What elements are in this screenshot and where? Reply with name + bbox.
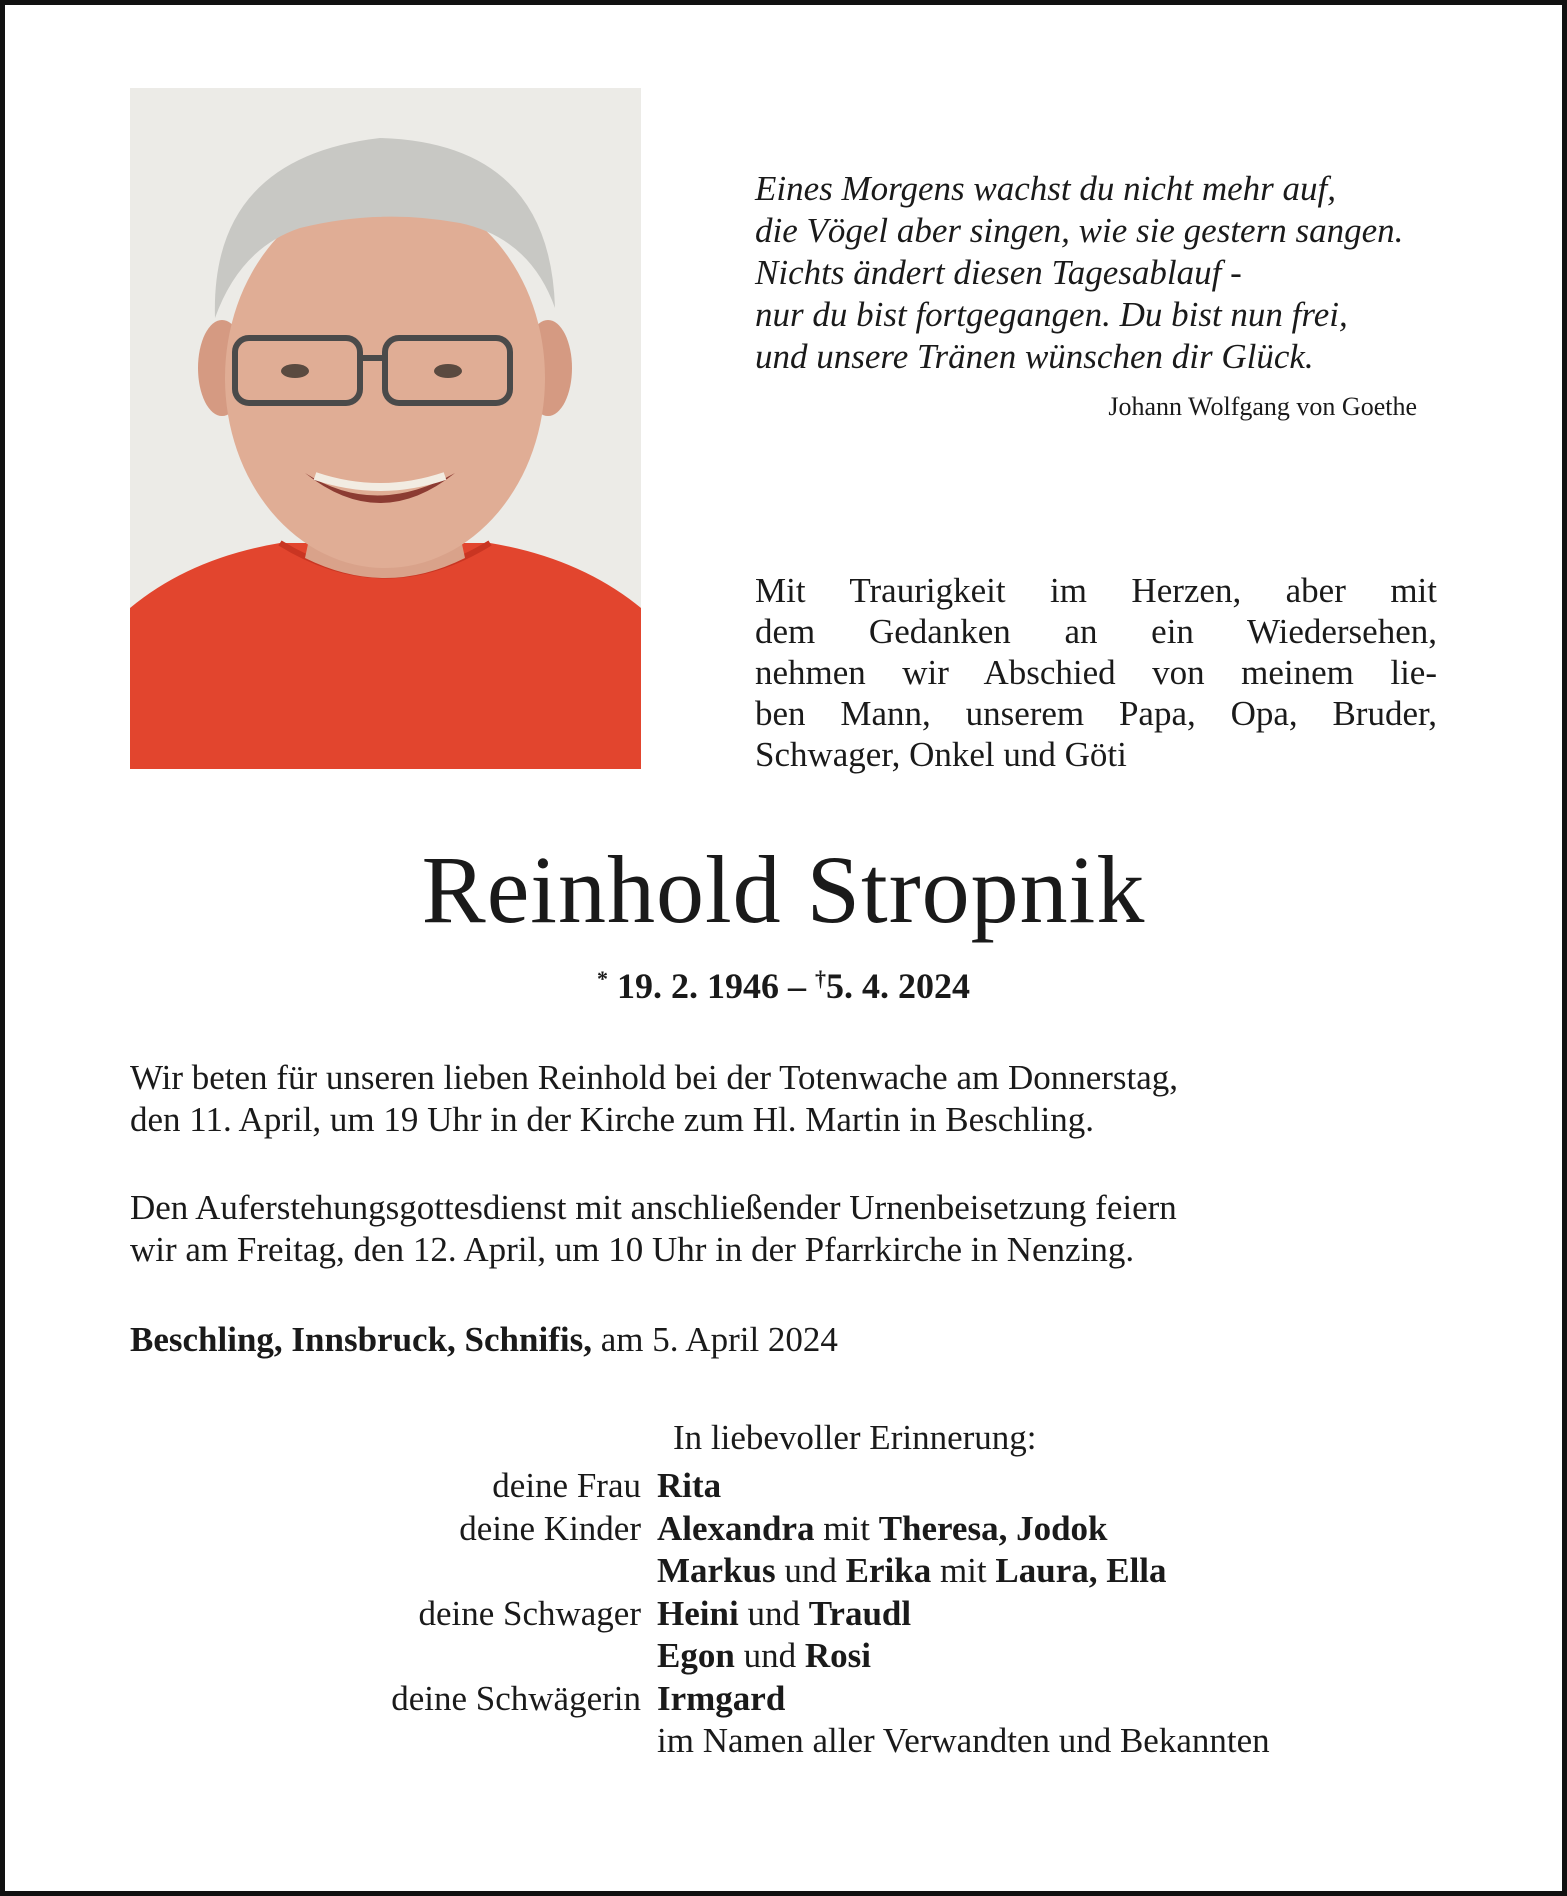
family-name: Erika	[845, 1551, 932, 1590]
connector: mit	[823, 1508, 870, 1548]
connector: und	[743, 1636, 797, 1675]
connector: und	[747, 1593, 800, 1633]
portrait-illustration	[130, 88, 641, 769]
deceased-name: Reinhold Stropnik	[421, 836, 1146, 943]
quote-line: Nichts ändert diesen Tagesablauf -	[755, 253, 1242, 292]
notice-date: am 5. April 2024	[600, 1320, 838, 1359]
family-name: Rita	[657, 1466, 722, 1505]
birth-symbol: *	[597, 966, 608, 991]
family-row	[300, 1550, 1480, 1593]
family-row	[300, 1678, 1480, 1721]
family-name: Theresa, Jodok	[878, 1508, 1108, 1548]
relation-label: deine Schwager	[418, 1593, 641, 1633]
family-name: Heini	[657, 1593, 739, 1633]
family-list	[300, 1465, 1480, 1763]
family-row	[300, 1593, 1480, 1636]
relation-label: deine Schwägerin	[391, 1678, 641, 1718]
wake-paragraph	[130, 1057, 1440, 1141]
family-row	[300, 1465, 1480, 1508]
family-name: Rosi	[804, 1636, 871, 1675]
family-name: Alexandra	[657, 1508, 815, 1548]
family-name: Markus	[657, 1551, 776, 1590]
funeral-line: Den Auferstehungsgottesdienst mit anschließender Urnenbeisetzung feiern	[130, 1188, 1177, 1227]
quote-author: Johann Wolfgang von Goethe	[1108, 392, 1417, 421]
death-date: 5. 4. 2024	[826, 966, 970, 1006]
quote-line: die Vögel aber singen, wie sie gestern sangen.	[755, 211, 1404, 250]
family-row	[300, 1720, 1480, 1763]
memory-heading: In liebevoller Erinnerung:	[673, 1418, 1037, 1457]
wake-line: den 11. April, um 19 Uhr in der Kirche zum Hl. Martin in Beschling.	[130, 1100, 1094, 1139]
funeral-line: wir am Freitag, den 12. April, um 10 Uhr in der Pfarrkirche in Nenzing.	[130, 1230, 1135, 1269]
family-name: Laura, Ella	[995, 1551, 1167, 1590]
place-towns: Beschling, Innsbruck, Schnifis,	[130, 1320, 592, 1359]
funeral-paragraph	[130, 1187, 1440, 1271]
birth-date: 19. 2. 1946	[617, 966, 779, 1006]
relation-label: deine Kinder	[459, 1508, 641, 1548]
life-dates	[0, 965, 1567, 1007]
portrait-photo	[130, 88, 641, 769]
family-name: Irmgard	[657, 1678, 786, 1718]
wake-line: Wir beten für unseren lieben Reinhold bei der Totenwache am Donnerstag,	[130, 1058, 1179, 1097]
quote-line: und unsere Tränen wünschen dir Glück.	[755, 337, 1314, 376]
intro-line: ben Mann, unserem Papa, Opa, Bruder,	[755, 694, 1437, 733]
family-row	[300, 1635, 1480, 1678]
family-name: Traudl	[808, 1593, 912, 1633]
death-symbol: †	[815, 966, 826, 991]
quote-line: Eines Morgens wachst du nicht mehr auf,	[755, 169, 1337, 208]
connector: und	[784, 1551, 837, 1590]
quote-line: nur du bist fortgegangen. Du bist nun frei,	[755, 295, 1348, 334]
intro-line: Mit Traurigkeit im Herzen, aber mit	[755, 571, 1437, 610]
place-date	[130, 1320, 838, 1360]
connector: mit	[939, 1551, 987, 1590]
closing-line: im Namen aller Verwandten und Bekannten	[657, 1721, 1270, 1760]
intro-line: nehmen wir Abschied von meinem lie-	[755, 653, 1437, 692]
intro-line: dem Gedanken an ein Wiedersehen,	[755, 612, 1437, 651]
intro-text	[755, 570, 1437, 775]
date-dash: –	[788, 966, 806, 1006]
family-row	[300, 1508, 1480, 1551]
family-name: Egon	[657, 1636, 735, 1675]
relation-label: deine Frau	[492, 1466, 641, 1505]
intro-line: Schwager, Onkel und Göti	[755, 735, 1127, 774]
goethe-quote	[755, 168, 1475, 378]
